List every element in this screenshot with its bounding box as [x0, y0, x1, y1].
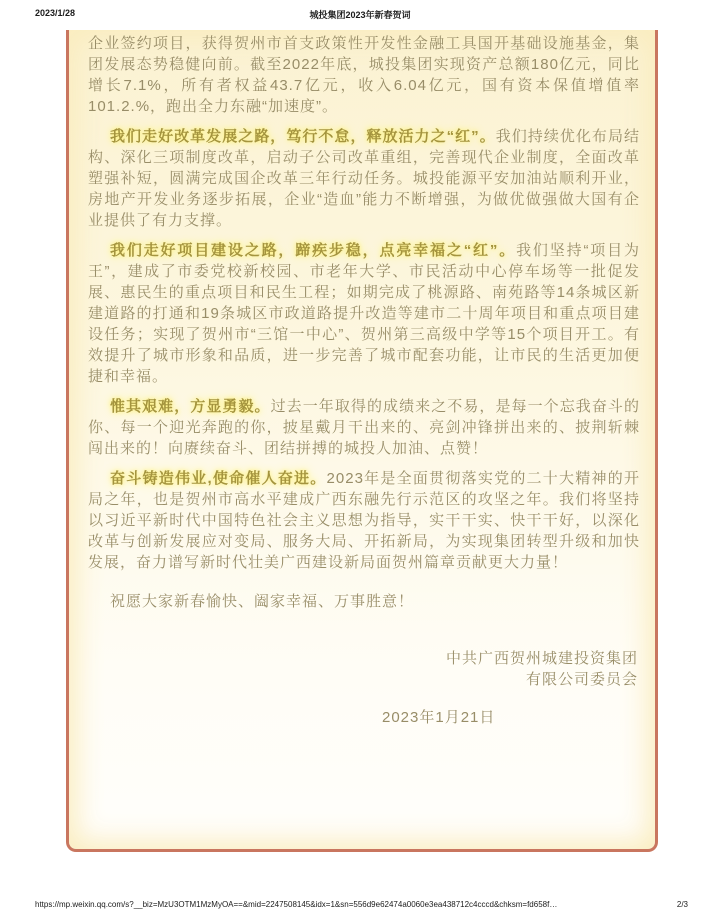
paragraph	[88, 126, 640, 231]
signature-date: 2023年1月21日	[382, 709, 496, 726]
paragraph-body: 过去一年取得的成绩来之不易，是每一个忘我奋斗的你、每一个迎光奔跑的你，披星戴月干出来的、亮剑冲锋拼出来的、披荆斩棘闯出来的！向赓续奋斗、团结拼搏的城投人加油、点赞！	[88, 398, 640, 457]
print-header	[0, 8, 720, 22]
paragraph-lead: 我们走好改革发展之路，笃行不怠，释放活力之“红”。	[110, 128, 496, 145]
paragraph-body: 我们坚持“项目为王”，建成了市委党校新校园、市老年大学、市民活动中心停车场等一批促发展、惠民生的重点项目和民生工程；如期完成了桃源路、南苑路等14条城区新建道路的打通和19条城区市政道路提升改造等建市二十周年项目和重点项目建设任务；实现了贺州市“三馆一中心”、贺州第三高级中学等15个项目开工。有效提升了城市形象和品质，进一步完善了城市配套功能，让市民的生活更加便捷和幸福。	[88, 242, 640, 385]
paragraph-lead: 惟其艰难，方显勇毅。	[110, 398, 271, 415]
page-title: 城投集团2023年新春贺词	[309, 10, 411, 20]
paragraph	[88, 33, 640, 117]
source-url: https://mp.weixin.qq.com/s?__biz=MzU3OTM1MzMyOA==&mid=2247508145&idx=1&sn=556d9e62474a0060e3ea438712c4cccd&chksm=fd658f…	[35, 900, 558, 909]
paragraph-body: 我们持续优化布局结构、深化三项制度改革，启动子公司改革重组，完善现代企业制度，全面改革塑强补短，圆满完成国企改革三年行动任务。城投能源平安加油站顺利开业，房地产开发业务逐步拓展，企业“造血”能力不断增强，为做优做强做大国有企业提供了有力支撑。	[88, 128, 640, 229]
wish-line: 祝愿大家新春愉快、阖家幸福、万事胜意！	[110, 593, 415, 610]
paragraph	[88, 240, 640, 387]
print-footer	[35, 900, 688, 909]
paragraph-body: 企业签约项目，获得贺州市首支政策性开发性金融工具国开基础设施基金，集团发展态势稳健向前。截至2022年底，城投集团实现资产总额180亿元，同比增长7.1%，所有者权益43.7亿元，收入6.04亿元，国有资本保值增值率101.2.%，跑出全力东融“加速度”。	[88, 35, 640, 115]
signature-org-line1: 中共广西贺州城建投资集团	[445, 650, 638, 667]
signature-org-line2: 有限公司委员会	[525, 671, 638, 688]
paragraph	[88, 396, 640, 459]
paragraph-body: 2023年是全面贯彻落实党的二十大精神的开局之年，也是贺州市高水平建成广西东融先行示范区的攻坚之年。我们将坚持以习近平新时代中国特色社会主义思想为指导，实干干实、快干干好，以深化改革与创新发展应对变局、服务大局、开拓新局，为实现集团转型升级和加快发展，奋力谱写新时代壮美广西建设新局面贺州篇章贡献更大力量！	[88, 470, 641, 571]
paragraph-lead: 奋斗铸造伟业,使命催人奋进。	[110, 470, 327, 487]
signature-block	[88, 648, 640, 690]
paragraph	[88, 468, 640, 573]
paragraph-lead: 我们走好项目建设之路，蹄疾步稳，点亮幸福之“红”。	[110, 242, 517, 259]
article-content-box	[66, 30, 658, 852]
page-number: 2/3	[676, 900, 688, 909]
print-date: 2023/1/28	[35, 8, 76, 18]
